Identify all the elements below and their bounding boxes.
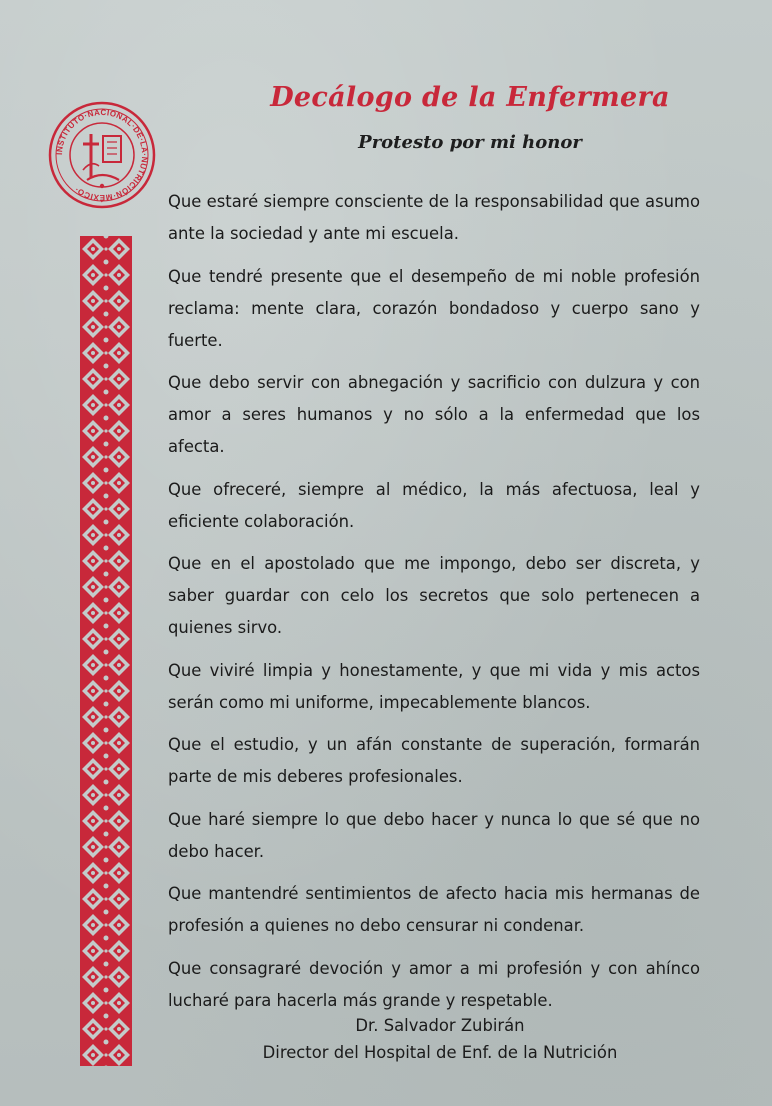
vow-paragraph: Que mantendré sentimientos de afecto hacia mis hermanas de profesión a quienes no debo censurar ni condenar. <box>168 884 700 935</box>
vow-paragraph: Que tendré presente que el desempeño de mi noble profesión reclama: mente clara, corazón bondadoso y cuerpo sano y fuerte. <box>168 266 700 350</box>
vow-list <box>168 186 700 1027</box>
signature-role: Director del Hospital de Enf. de la Nutrición <box>262 1043 618 1062</box>
svg-text:INSTITUTO·NACIONAL·DE·LA·NUTRI: INSTITUTO·NACIONAL·DE·LA·NUTRICIÓN·MÉXICO· <box>54 107 150 203</box>
vow-paragraph: Que viviré limpia y honestamente, y que mi vida y mis actos serán como mi uniforme, impecablemente blancos. <box>168 660 700 712</box>
document-subtitle: Protesto por mi honor <box>358 132 582 153</box>
vow-paragraph: Que ofreceré, siempre al médico, la más afectuosa, leal y eficiente colaboración. <box>168 479 700 531</box>
institute-seal-icon <box>47 100 157 210</box>
signature-name: Dr. Salvador Zubirán <box>355 1016 525 1035</box>
vow-paragraph: Que en el apostolado que me impongo, debo ser discreta, y saber guardar con celo los secretos que solo pertenecen a quienes sirvo. <box>168 554 700 637</box>
vow-paragraph: Que haré siempre lo que debo hacer y nunca lo que sé que no debo hacer. <box>168 809 700 861</box>
ornamental-border-icon <box>80 236 132 1066</box>
vow-paragraph: Que consagraré devoción y amor a mi profesión y con ahínco lucharé para hacerla más grande y respetable. <box>168 958 700 1010</box>
document-title: Decálogo de la Enfermera <box>270 82 670 113</box>
vow-paragraph: Que estaré siempre consciente de la responsabilidad que asumo ante la sociedad y ante mi escuela. <box>168 192 700 243</box>
vow-paragraph: Que el estudio, y un afán constante de superación, formarán parte de mis deberes profesionales. <box>168 735 700 786</box>
vow-paragraph: Que debo servir con abnegación y sacrificio con dulzura y con amor a seres humanos y no sólo a la enfermedad que los afecta. <box>168 373 700 456</box>
